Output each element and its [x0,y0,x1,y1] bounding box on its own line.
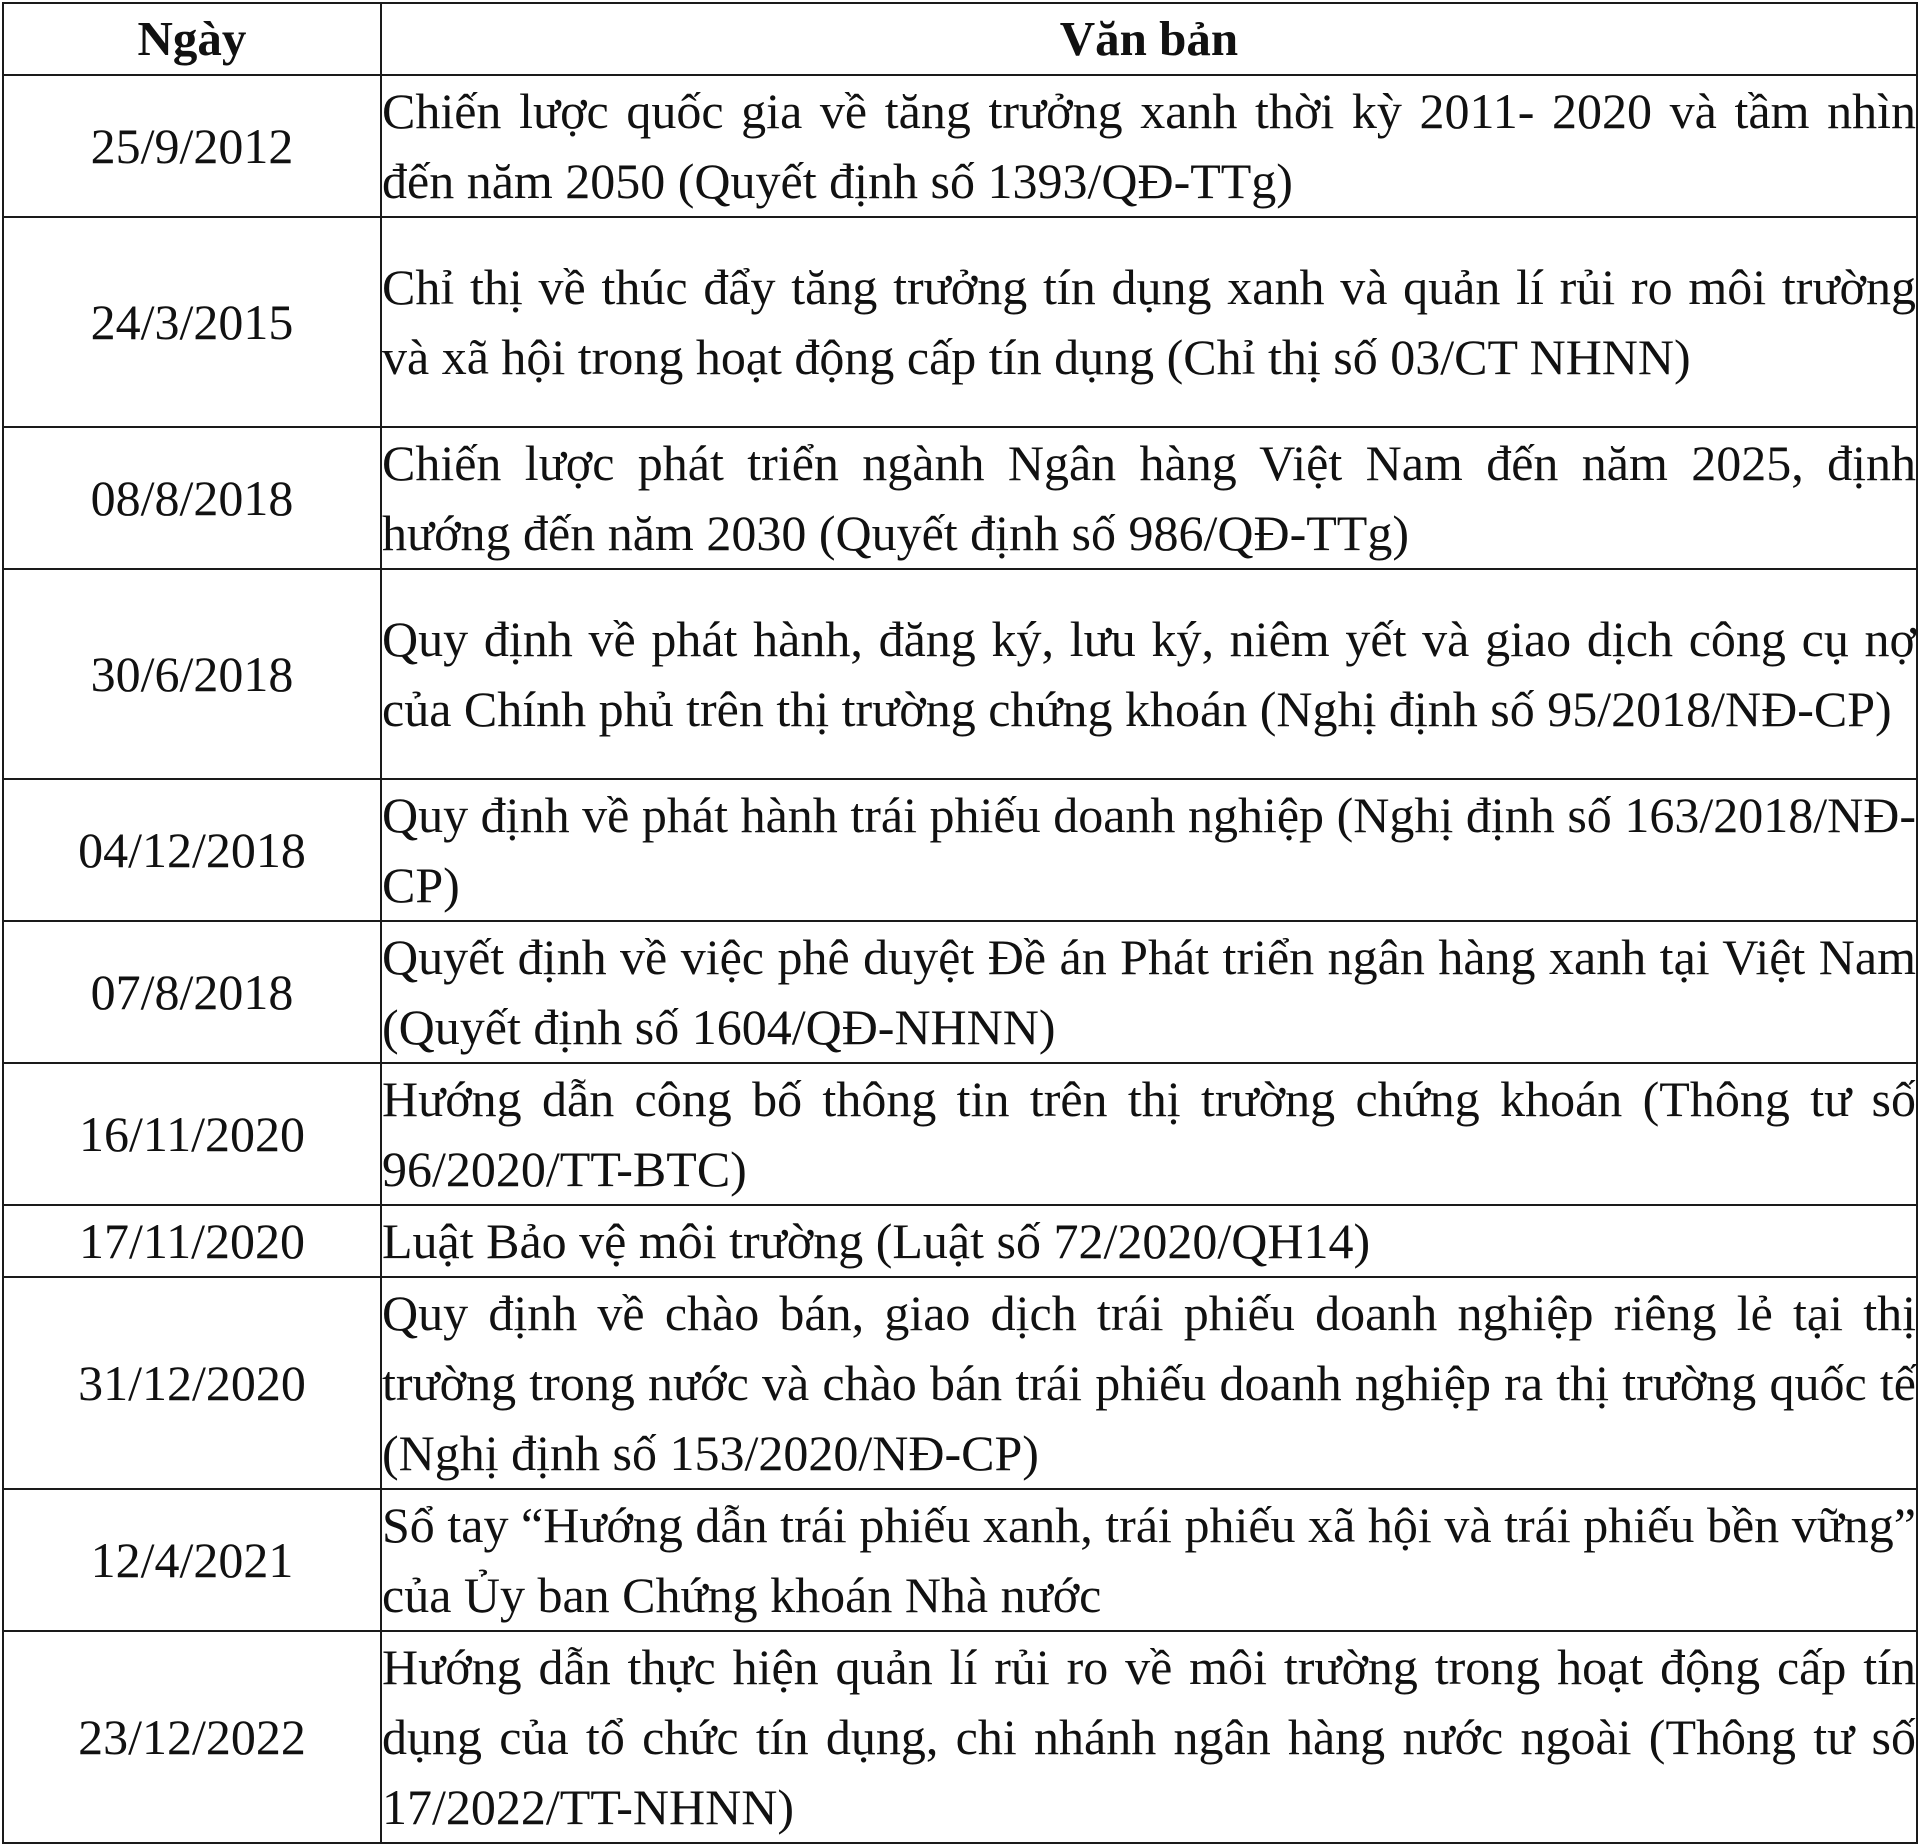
row-date: 23/12/2022 [3,1631,381,1843]
table-row [3,217,1917,427]
table-header-row [3,3,1917,75]
table-row [3,569,1917,779]
row-date: 25/9/2012 [3,75,381,217]
row-date: 12/4/2021 [3,1489,381,1631]
table-row [3,1063,1917,1205]
table-row [3,75,1917,217]
column-header-date: Ngày [3,3,381,75]
table-row [3,921,1917,1063]
table-row [3,1489,1917,1631]
table-row [3,1277,1917,1489]
legal-documents-table [2,2,1918,1844]
row-document: Quy định về chào bán, giao dịch trái phiếu doanh nghiệp riêng lẻ tại thị trường trong nước và chào bán trái phiếu doanh nghiệp ra thị trường quốc tế (Nghị định số 153/2020/NĐ-CP) [381,1277,1917,1489]
row-date: 17/11/2020 [3,1205,381,1277]
row-document: Sổ tay “Hướng dẫn trái phiếu xanh, trái phiếu xã hội và trái phiếu bền vững” của Ủy ban Chứng khoán Nhà nước [381,1489,1917,1631]
row-document: Chiến lược quốc gia về tăng trưởng xanh thời kỳ 2011- 2020 và tầm nhìn đến năm 2050 (Quyết định số 1393/QĐ-TTg) [381,75,1917,217]
row-document: Quy định về phát hành, đăng ký, lưu ký, niêm yết và giao dịch công cụ nợ của Chính phủ trên thị trường chứng khoán (Nghị định số 95/2018/NĐ-CP) [381,569,1917,779]
table-row [3,779,1917,921]
row-date: 08/8/2018 [3,427,381,569]
row-date: 16/11/2020 [3,1063,381,1205]
table-row [3,427,1917,569]
row-document: Chỉ thị về thúc đẩy tăng trưởng tín dụng xanh và quản lí rủi ro môi trường và xã hội trong hoạt động cấp tín dụng (Chỉ thị số 03/CT NHNN) [381,217,1917,427]
column-header-document: Văn bản [381,3,1917,75]
table-row [3,1631,1917,1843]
row-document: Quyết định về việc phê duyệt Đề án Phát triển ngân hàng xanh tại Việt Nam (Quyết định số 1604/QĐ-NHNN) [381,921,1917,1063]
row-document: Luật Bảo vệ môi trường (Luật số 72/2020/QH14) [381,1205,1917,1277]
row-date: 04/12/2018 [3,779,381,921]
row-date: 30/6/2018 [3,569,381,779]
row-date: 31/12/2020 [3,1277,381,1489]
row-document: Hướng dẫn thực hiện quản lí rủi ro về môi trường trong hoạt động cấp tín dụng của tổ chức tín dụng, chi nhánh ngân hàng nước ngoài (Thông tư số 17/2022/TT-NHNN) [381,1631,1917,1843]
row-document: Quy định về phát hành trái phiếu doanh nghiệp (Nghị định số 163/2018/NĐ-CP) [381,779,1917,921]
row-date: 07/8/2018 [3,921,381,1063]
row-document: Hướng dẫn công bố thông tin trên thị trường chứng khoán (Thông tư số 96/2020/TT-BTC) [381,1063,1917,1205]
row-document: Chiến lược phát triển ngành Ngân hàng Việt Nam đến năm 2025, định hướng đến năm 2030 (Quyết định số 986/QĐ-TTg) [381,427,1917,569]
table-row [3,1205,1917,1277]
row-date: 24/3/2015 [3,217,381,427]
